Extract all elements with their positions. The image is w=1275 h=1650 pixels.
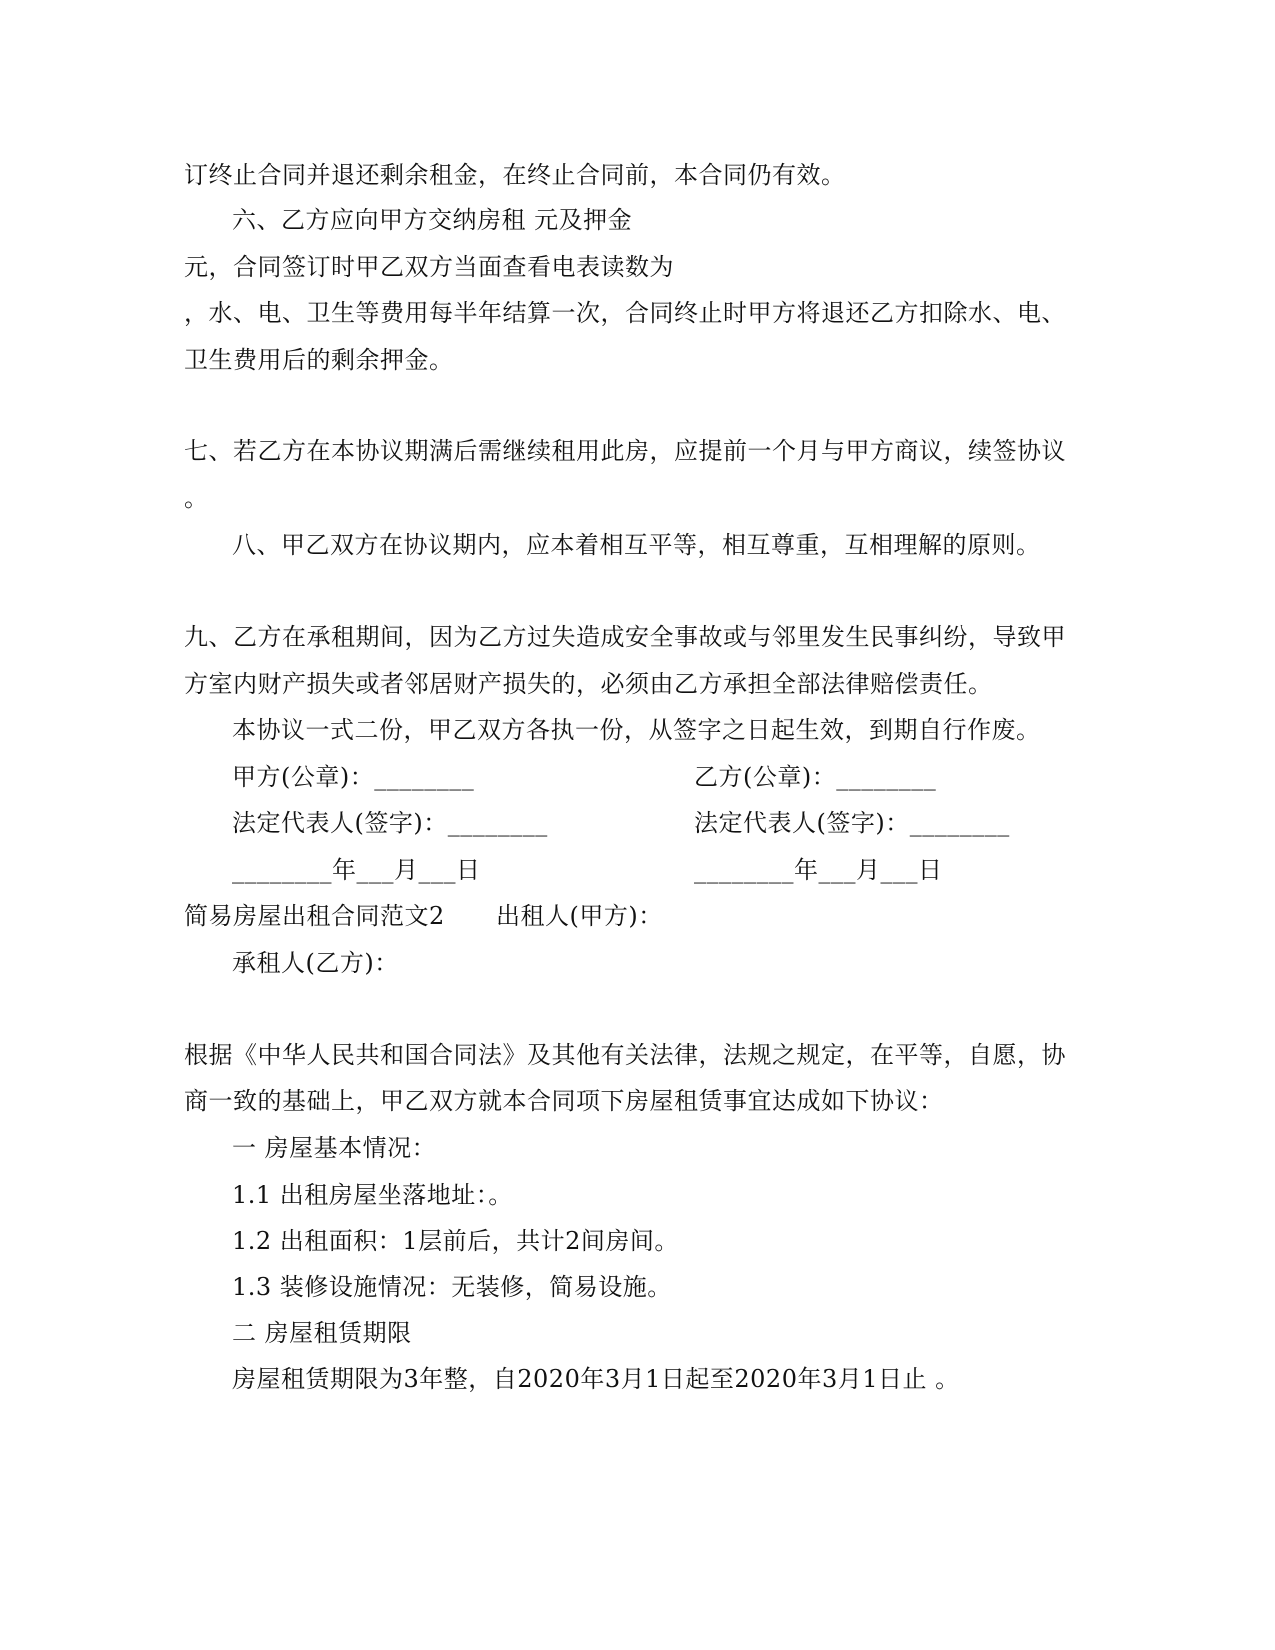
text-line: ，水、电、卫生等费用每半年结算一次，合同终止时甲方将退还乙方扣除水、电、 xyxy=(184,299,1066,327)
intro-text: 商一致的基础上，甲乙双方就本合同项下房屋租赁事宜达成如下协议： xyxy=(184,1087,944,1115)
clause-8: 八、甲乙双方在协议期内，应本着相互平等，相互尊重，互相理解的原则。 xyxy=(232,531,1041,559)
intro-text: 根据《中华人民共和国合同法》及其他有关法律，法规之规定，在平等，自愿，协 xyxy=(184,1041,1066,1069)
clause-7: 七、若乙方在本协议期满后需继续租用此房，应提前一个月与甲方商议，续签协议 xyxy=(184,437,1066,465)
text-line: 元，合同签订时甲乙双方当面查看电表读数为 xyxy=(184,253,674,281)
section-item: 1.3 装修设施情况：无装修，简易设施。 xyxy=(232,1273,672,1301)
lessor-label: 出租人(甲方)： xyxy=(496,902,663,930)
party-b-date: ________年___月___日 xyxy=(694,856,943,884)
text-line: 订终止合同并退还剩余租金，在终止合同前，本合同仍有效。 xyxy=(184,161,846,189)
party-a-seal: 甲方(公章)：________ xyxy=(232,763,475,791)
party-a-representative: 法定代表人(签字)：________ xyxy=(232,809,548,837)
text-line: 方室内财产损失或者邻居财产损失的，必须由乙方承担全部法律赔偿责任。 xyxy=(184,670,993,698)
section-heading: 一 房屋基本情况： xyxy=(232,1134,437,1162)
lessee-label: 承租人(乙方)： xyxy=(232,949,399,977)
party-b-seal: 乙方(公章)：________ xyxy=(694,763,937,791)
clause-9: 九、乙方在承租期间，因为乙方过失造成安全事故或与邻里发生民事纠纷，导致甲 xyxy=(184,623,1066,651)
contract-title: 简易房屋出租合同范文2 xyxy=(184,902,445,930)
text-line: 本协议一式二份，甲乙双方各执一份，从签字之日起生效，到期自行作废。 xyxy=(232,716,1041,744)
text-line: 。 xyxy=(184,484,209,512)
section-item: 房屋租赁期限为3年整，自2020年3月1日起至2020年3月1日止 。 xyxy=(232,1365,960,1393)
section-item: 1.1 出租房屋坐落地址：。 xyxy=(232,1181,513,1209)
section-heading: 二 房屋租赁期限 xyxy=(232,1319,412,1347)
party-a-date: ________年___月___日 xyxy=(232,856,481,884)
clause-6: 六、乙方应向甲方交纳房租 元及押金 xyxy=(232,206,633,234)
party-b-representative: 法定代表人(签字)：________ xyxy=(694,809,1010,837)
text-line: 卫生费用后的剩余押金。 xyxy=(184,346,454,374)
section-item: 1.2 出租面积：1层前后，共计2间房间。 xyxy=(232,1227,679,1255)
